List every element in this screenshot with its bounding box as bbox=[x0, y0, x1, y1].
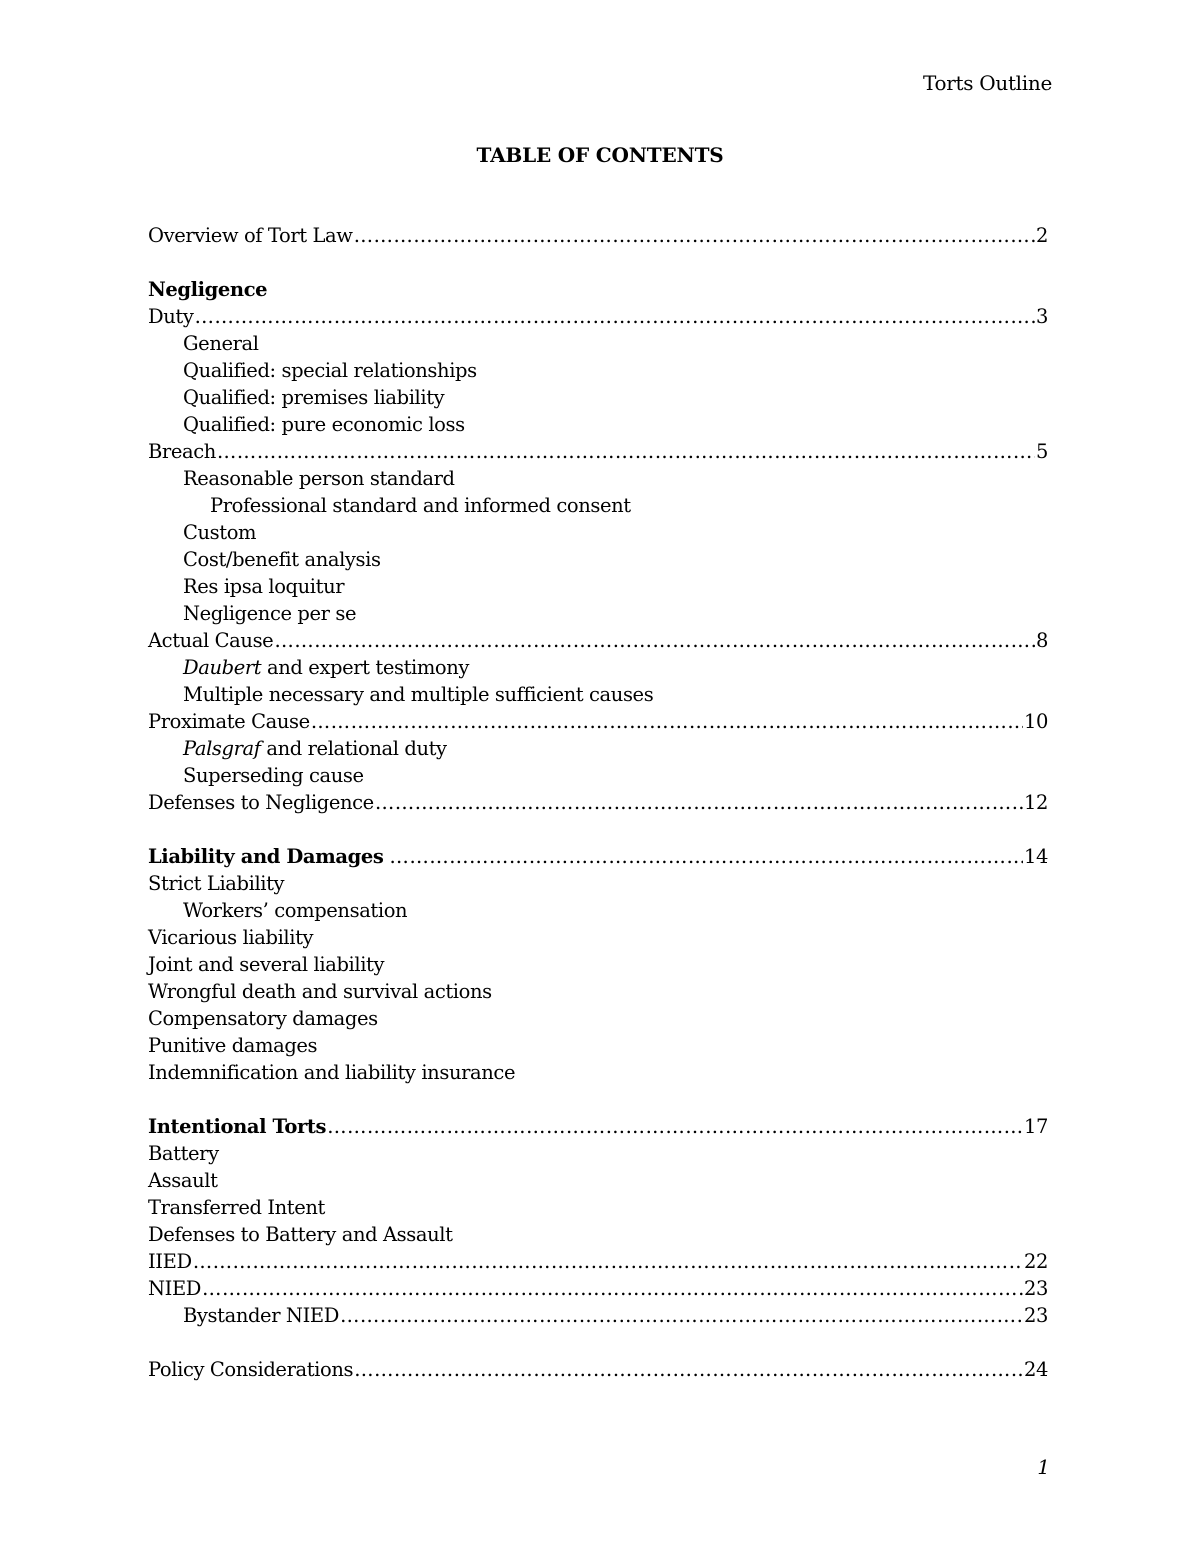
dot-leader bbox=[311, 708, 1023, 735]
toc-page-number: 3 bbox=[1035, 305, 1048, 328]
toc-entry[interactable]: Wrongful death and survival actions bbox=[148, 980, 492, 1003]
toc-page-number: 8 bbox=[1035, 629, 1048, 652]
spacer bbox=[148, 1329, 1048, 1356]
toc-page-number: 10 bbox=[1023, 710, 1048, 733]
toc-page-number: 2 bbox=[1035, 224, 1048, 247]
toc-section-heading-intentional[interactable] bbox=[148, 1113, 1048, 1140]
toc-subentry[interactable]: Reasonable person standard bbox=[183, 467, 455, 490]
toc-page-number: 14 bbox=[1023, 845, 1048, 868]
toc-page-number: 17 bbox=[1023, 1115, 1048, 1138]
toc-entry-label: Actual Cause bbox=[148, 629, 274, 652]
toc-title: TABLE OF CONTENTS bbox=[476, 143, 724, 167]
toc-subentry[interactable]: Qualified: pure economic loss bbox=[183, 413, 465, 436]
toc-entry[interactable]: Indemnification and liability insurance bbox=[148, 1061, 516, 1084]
dot-leader bbox=[194, 303, 1035, 330]
toc-section-heading-negligence[interactable]: Negligence bbox=[148, 278, 268, 301]
toc-section-heading-liability[interactable] bbox=[148, 843, 1048, 870]
toc-entry[interactable]: Punitive damages bbox=[148, 1034, 318, 1057]
toc-entry[interactable]: Strict Liability bbox=[148, 872, 285, 895]
toc-entry-nied[interactable] bbox=[148, 1275, 1048, 1302]
toc-entry[interactable]: Battery bbox=[148, 1142, 219, 1165]
toc-entry-label: Defenses to Negligence bbox=[148, 791, 374, 814]
toc-subentry[interactable]: Superseding cause bbox=[183, 764, 364, 787]
toc-entry-label: Breach bbox=[148, 440, 216, 463]
case-name: Palsgraf bbox=[183, 737, 261, 760]
dot-leader bbox=[217, 438, 1035, 465]
toc-entry-iied[interactable] bbox=[148, 1248, 1048, 1275]
toc-page-number: 5 bbox=[1035, 440, 1048, 463]
toc-entry[interactable]: Joint and several liability bbox=[148, 953, 385, 976]
toc-entry-breach[interactable] bbox=[148, 438, 1048, 465]
toc-subentry-daubert[interactable] bbox=[148, 654, 1048, 681]
toc-page-number: 23 bbox=[1023, 1304, 1048, 1327]
toc-entry-defenses-negligence[interactable] bbox=[148, 789, 1048, 816]
toc-entry-label: NIED bbox=[148, 1277, 202, 1300]
toc-page-number: 23 bbox=[1023, 1277, 1048, 1300]
dot-leader bbox=[202, 1275, 1023, 1302]
dot-leader bbox=[340, 1302, 1023, 1329]
toc-entry-bystander-nied[interactable] bbox=[148, 1302, 1048, 1329]
toc-subentry[interactable]: Qualified: special relationships bbox=[183, 359, 477, 382]
dot-leader bbox=[354, 1356, 1023, 1383]
toc-subentry[interactable]: Negligence per se bbox=[183, 602, 357, 625]
toc-subentry-text: and relational duty bbox=[260, 737, 447, 760]
toc-page-number: 22 bbox=[1023, 1250, 1048, 1273]
toc-entry-label: Proximate Cause bbox=[148, 710, 310, 733]
table-of-contents bbox=[148, 222, 1048, 1383]
spacer bbox=[148, 1086, 1048, 1113]
toc-subentry[interactable]: Cost/benefit analysis bbox=[183, 548, 381, 571]
toc-entry[interactable]: Defenses to Battery and Assault bbox=[148, 1223, 453, 1246]
toc-entry[interactable]: Vicarious liability bbox=[148, 926, 314, 949]
toc-entry[interactable]: Compensatory damages bbox=[148, 1007, 378, 1030]
toc-subentry[interactable]: Workers’ compensation bbox=[183, 899, 408, 922]
toc-entry-proximate-cause[interactable] bbox=[148, 708, 1048, 735]
case-name: Daubert bbox=[183, 656, 262, 679]
spacer bbox=[148, 249, 1048, 276]
toc-subentry-palsgraf[interactable] bbox=[148, 735, 1048, 762]
toc-entry-policy[interactable] bbox=[148, 1356, 1048, 1383]
toc-subentry-text: and expert testimony bbox=[261, 656, 470, 679]
toc-entry-duty[interactable] bbox=[148, 303, 1048, 330]
spacer bbox=[148, 816, 1048, 843]
toc-entry[interactable]: Assault bbox=[148, 1169, 218, 1192]
dot-leader bbox=[375, 789, 1023, 816]
toc-subentry[interactable]: Qualified: premises liability bbox=[183, 386, 445, 409]
toc-entry-label: Bystander NIED bbox=[183, 1304, 339, 1327]
toc-subentry[interactable]: Res ipsa loquitur bbox=[183, 575, 345, 598]
dot-leader bbox=[389, 843, 1023, 870]
toc-entry[interactable]: Transferred Intent bbox=[148, 1196, 325, 1219]
toc-entry-label: Liability and Damages bbox=[148, 845, 384, 868]
toc-entry-actual-cause[interactable] bbox=[148, 627, 1048, 654]
dot-leader bbox=[274, 627, 1035, 654]
dot-leader bbox=[354, 222, 1035, 249]
toc-entry-label: Intentional Torts bbox=[148, 1115, 327, 1138]
toc-subentry[interactable]: Custom bbox=[183, 521, 257, 544]
toc-subentry[interactable]: General bbox=[183, 332, 259, 355]
toc-entry-label: Policy Considerations bbox=[148, 1358, 354, 1381]
toc-page-number: 12 bbox=[1023, 791, 1048, 814]
dot-leader bbox=[193, 1248, 1023, 1275]
page-number: 1 bbox=[1037, 1455, 1050, 1479]
toc-entry-overview[interactable] bbox=[148, 222, 1048, 249]
toc-page-number: 24 bbox=[1023, 1358, 1048, 1381]
toc-subsubentry[interactable]: Professional standard and informed consent bbox=[210, 494, 631, 517]
toc-entry-label: Overview of Tort Law bbox=[148, 224, 353, 247]
toc-entry-label: IIED bbox=[148, 1250, 192, 1273]
toc-subentry[interactable]: Multiple necessary and multiple sufficient causes bbox=[183, 683, 654, 706]
toc-entry-label: Duty bbox=[148, 305, 194, 328]
dot-leader bbox=[327, 1113, 1023, 1140]
running-header: Torts Outline bbox=[923, 71, 1052, 95]
